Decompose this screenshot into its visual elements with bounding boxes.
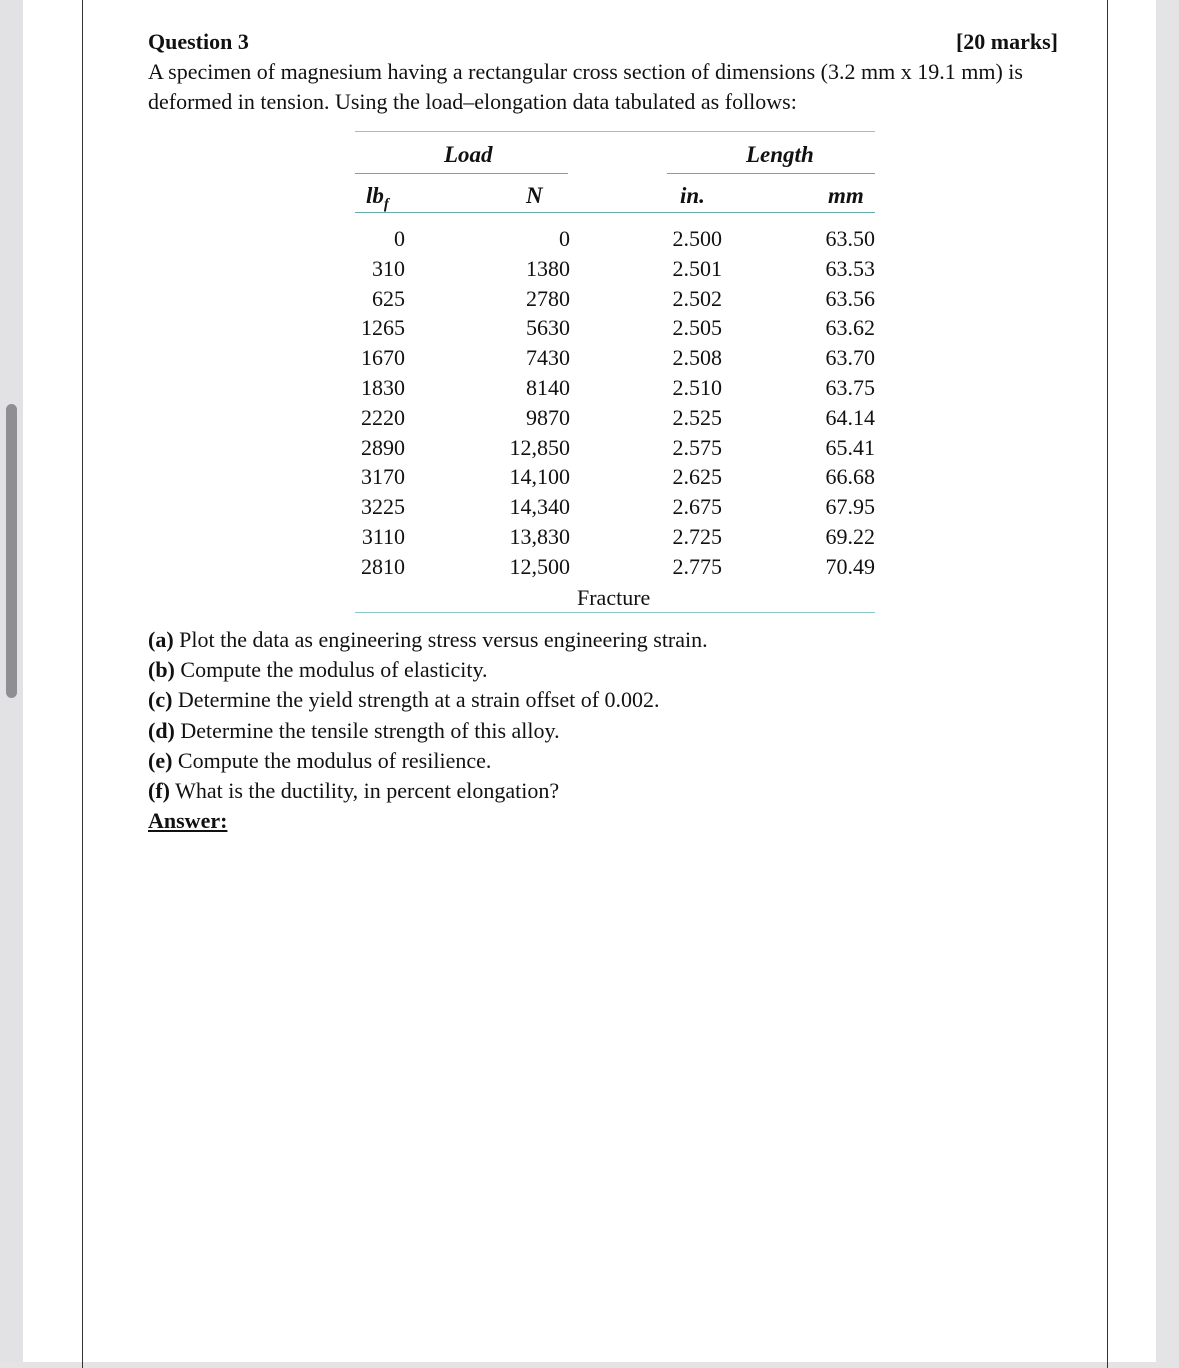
part-b: (b) Compute the modulus of elasticity. <box>148 657 488 683</box>
part-f: (f) What is the ductility, in percent elongation? <box>148 778 560 804</box>
question-intro-line2: deformed in tension. Using the load–elongation data tabulated as follows: <box>148 89 797 114</box>
part-d: (d) Determine the tensile strength of this alloy. <box>148 717 560 743</box>
table-top-rule <box>355 131 875 132</box>
question-marks: [20 marks] <box>955 29 1058 54</box>
column-header-lbf: $lb_f$ <box>366 183 389 213</box>
column-header-in: in. <box>680 183 705 208</box>
header-length: Length <box>746 142 814 167</box>
column-mm-values: 63.50 63.53 63.56 63.62 63.70 63.75 64.14 65.41 66.68 67.95 69.22 70.49 <box>825 226 875 579</box>
part-e: (e) Compute the modulus of resilience. <box>148 747 492 773</box>
part-a: (a) Plot the data as engineering stress versus engineering strain. <box>148 627 708 652</box>
scrollbar-thumb[interactable] <box>6 404 17 698</box>
length-group-rule <box>667 173 875 174</box>
load-group-rule <box>355 173 568 174</box>
column-in-values: 2.500 2.501 2.502 2.505 2.508 2.510 2.525 2.575 2.625 2.675 2.725 2.775 <box>672 226 722 579</box>
part-c: (c) Determine the yield strength at a strain offset of 0.002. <box>148 687 660 713</box>
right-gutter <box>1156 0 1179 1362</box>
question-intro-line1: A specimen of magnesium having a rectangular cross section of dimensions (3.2 mm x 19.1 mm) is <box>148 59 1023 84</box>
column-header-n: N <box>526 183 543 208</box>
header-bottom-rule <box>355 212 875 213</box>
table-bottom-rule <box>355 612 875 613</box>
answer-label: Answer: <box>148 808 228 834</box>
fracture-note: Fracture <box>577 585 651 610</box>
column-header-mm: mm <box>828 183 864 208</box>
header-load: Load <box>444 142 493 167</box>
question-parts <box>148 625 708 836</box>
column-n-values: 0 1380 2780 5630 7430 8140 9870 12,850 14,100 14,340 13,830 12,500 <box>509 226 570 579</box>
column-lbf-values: 0 310 625 1265 1670 1830 2220 2890 3170 3225 3110 2810 <box>361 226 405 579</box>
question-title: Question 3 <box>148 29 249 54</box>
